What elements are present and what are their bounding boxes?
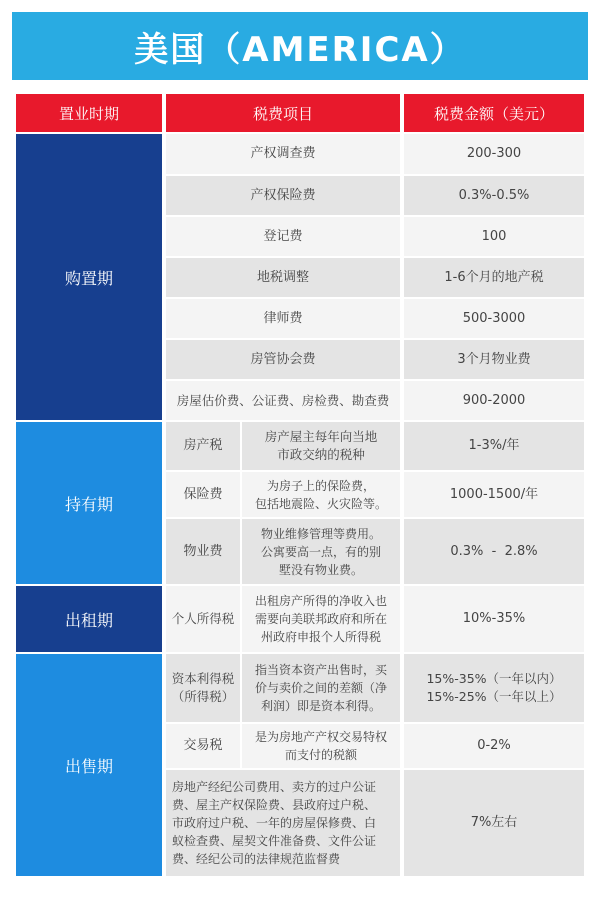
holding-tax-name: 物业费: [166, 519, 240, 584]
title-banner: [12, 12, 588, 80]
header-period: 置业时期: [16, 94, 162, 132]
purchase-item: 律师费: [166, 299, 400, 338]
purchase-amount: 3个月物业费: [404, 340, 584, 379]
purchase-item: 房管协会费: [166, 340, 400, 379]
rental-tax-desc: 出租房产所得的净收入也 需要向美联邦政府和所在 州政府申报个人所得税: [242, 586, 400, 652]
purchase-amount: 200-300: [404, 134, 584, 174]
period-sale: 出售期: [16, 654, 162, 876]
page-title: 美国（AMERICA）: [134, 29, 466, 70]
sale-tax-name: 交易税: [166, 724, 240, 768]
sale-tax-desc: 指当资本资产出售时，买 价与卖价之间的差额（净 利润）即是资本利得。: [242, 654, 400, 722]
holding-tax-desc: 物业维修管理等费用。 公寓要高一点，有的别 墅没有物业费。: [242, 519, 400, 584]
holding-tax-name: 房产税: [166, 422, 240, 470]
holding-tax-amount: 1-3%/年: [404, 422, 584, 470]
sale-tax-name: 资本利得税 （所得税）: [166, 654, 240, 722]
header-amount: 税费金额（美元）: [404, 94, 584, 132]
holding-tax-desc: 房产屋主每年向当地 市政交纳的税种: [242, 422, 400, 470]
sale-other-amount: 7%左右: [404, 770, 584, 876]
sale-tax-amount: 15%-35%（一年以内） 15%-25%（一年以上）: [404, 654, 584, 722]
purchase-amount: 500-3000: [404, 299, 584, 338]
period-purchase: 购置期: [16, 134, 162, 420]
purchase-item: 登记费: [166, 217, 400, 256]
purchase-amount: 900-2000: [404, 381, 584, 420]
sale-tax-amount: 0-2%: [404, 724, 584, 768]
purchase-item: 房屋估价费、公证费、房检费、勘查费: [166, 381, 400, 420]
holding-tax-name: 保险费: [166, 472, 240, 517]
purchase-item: 产权保险费: [166, 176, 400, 215]
period-rental: 出租期: [16, 586, 162, 652]
purchase-amount: 0.3%-0.5%: [404, 176, 584, 215]
purchase-item: 地税调整: [166, 258, 400, 297]
holding-tax-desc: 为房子上的保险费， 包括地震险、火灾险等。: [242, 472, 400, 517]
holding-tax-amount: 1000-1500/年: [404, 472, 584, 517]
header-item: 税费项目: [166, 94, 400, 132]
rental-tax-name: 个人所得税: [166, 586, 240, 652]
purchase-amount: 1-6个月的地产税: [404, 258, 584, 297]
purchase-amount: 100: [404, 217, 584, 256]
period-holding: 持有期: [16, 422, 162, 584]
rental-tax-amount: 10%-35%: [404, 586, 584, 652]
holding-tax-amount: 0.3% - 2.8%: [404, 519, 584, 584]
sale-other-fees: 房地产经纪公司费用、卖方的过户公证 费、屋主产权保险费、县政府过户税、 市政府过户税、一年的房屋保修费、白 蚁检查费、屋契文件准备费、文件公证 费、经纪公司的法律规范监督费: [166, 770, 400, 876]
purchase-item: 产权调查费: [166, 134, 400, 174]
sale-tax-desc: 是为房地产产权交易特权 而支付的税额: [242, 724, 400, 768]
